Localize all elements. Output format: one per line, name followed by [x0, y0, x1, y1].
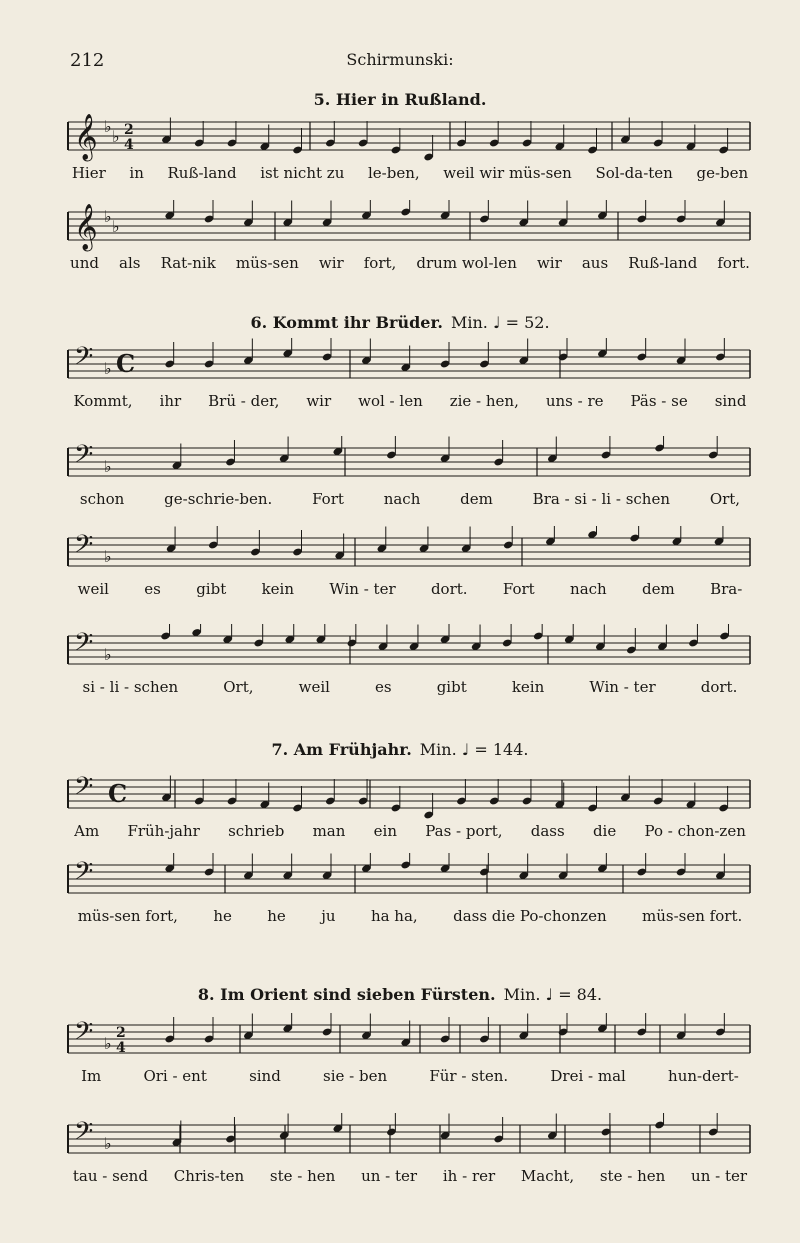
lyric-syllable: dem [460, 490, 493, 508]
note [423, 793, 433, 820]
lyric-syllable: ge-ben [696, 164, 749, 182]
note [400, 200, 410, 217]
note [440, 200, 450, 220]
note [518, 854, 528, 881]
lyric-syllable: drum wol-len [416, 254, 517, 272]
note [279, 437, 289, 464]
lyric-syllable: Ruß-land [167, 164, 237, 182]
note [597, 1013, 607, 1033]
lyric-syllable: nach [383, 490, 421, 508]
note [653, 121, 663, 148]
lyric-line [60, 907, 760, 925]
treble-clef-icon: 𝄞 [74, 114, 98, 160]
note [715, 201, 725, 228]
lyric-syllable: Sol-da-ten [595, 164, 673, 182]
lyric-syllable: man [312, 822, 346, 840]
lyric-syllable: Bra - si - li - schen [532, 490, 671, 508]
lyric-syllable: nach [570, 580, 607, 598]
note [161, 118, 171, 145]
note [358, 121, 368, 148]
lyric-syllable: ist nicht zu [260, 164, 345, 182]
note [489, 121, 499, 148]
note [225, 1117, 235, 1144]
lyric-syllable: Für - sten. [429, 1067, 509, 1085]
lyric-syllable: ste - hen [269, 1167, 336, 1185]
music-staff [0, 200, 800, 260]
note [440, 1114, 450, 1141]
flat-icon: ♭ [104, 1134, 112, 1153]
song-title [0, 90, 800, 109]
note [282, 1013, 292, 1033]
note [597, 338, 607, 358]
note [654, 1113, 664, 1130]
note [361, 339, 371, 366]
note [391, 786, 401, 813]
note [493, 440, 503, 467]
note [164, 342, 174, 369]
note [332, 1113, 342, 1133]
flat-icon: ♭ [112, 217, 120, 236]
note [629, 526, 639, 543]
lyric-syllable: uns - re [545, 392, 604, 410]
note [225, 440, 235, 467]
lyric-line [60, 678, 760, 696]
note [587, 786, 597, 813]
lyric-syllable: in [129, 164, 144, 182]
lyric-syllable: Am [74, 822, 100, 840]
lyric-syllable: dem [642, 580, 675, 598]
lyric-syllable: ju [321, 907, 336, 925]
lyric-line [60, 1167, 760, 1185]
lyric-syllable: gibt [436, 678, 467, 696]
note [292, 530, 302, 557]
lyric-syllable: Ruß-land [628, 254, 698, 272]
note [423, 135, 433, 162]
lyric-syllable: dass die Po-chonzen [453, 907, 607, 925]
note [686, 125, 696, 152]
lyric-line [60, 490, 760, 508]
flat-icon: ♭ [112, 127, 120, 146]
note [378, 625, 388, 652]
time-signature-bottom: 4 [124, 137, 134, 153]
bass-clef-icon: 𝄢 [74, 440, 94, 475]
note [322, 201, 332, 228]
note [204, 342, 214, 369]
music-staff [0, 526, 800, 586]
lyric-syllable: un - ter [691, 1167, 748, 1185]
lyric-syllable: Hier [71, 164, 106, 182]
lyric-syllable: es [375, 678, 392, 696]
note [718, 128, 728, 155]
time-signature-top: 2 [116, 1025, 126, 1041]
note [391, 128, 401, 155]
note [164, 853, 174, 873]
note [547, 437, 557, 464]
lyric-syllable: Chris-ten [173, 1167, 245, 1185]
note [164, 200, 174, 220]
note [409, 625, 419, 652]
lyric-syllable: es [144, 580, 161, 598]
note [554, 125, 564, 152]
tempo-marking: Min. ♩ = 52. [450, 313, 550, 332]
music-staff [0, 1013, 800, 1073]
note [564, 624, 574, 644]
note [522, 121, 532, 148]
time-signature-bottom: 4 [116, 1040, 126, 1056]
lyric-syllable: Im [81, 1067, 102, 1085]
lyric-syllable: wir [318, 254, 344, 272]
lyric-syllable: wir [306, 392, 332, 410]
note [518, 201, 528, 228]
note [194, 779, 204, 806]
lyric-syllable: dort. [700, 678, 738, 696]
lyric-line [60, 822, 760, 840]
note [419, 527, 429, 554]
lyric-syllable: weil [298, 678, 330, 696]
note [243, 201, 253, 228]
note [440, 1017, 450, 1044]
song-title [0, 313, 800, 332]
lyric-line [60, 164, 760, 182]
lyric-syllable: Fort [312, 490, 344, 508]
note [554, 783, 564, 810]
lyric-syllable: Drei - mal [550, 1067, 626, 1085]
note [471, 625, 481, 652]
lyric-syllable: und [70, 254, 99, 272]
lyric-syllable: ein [373, 822, 397, 840]
lyric-syllable: Päs - se [630, 392, 688, 410]
lyric-syllable: wol - len [358, 392, 423, 410]
bass-clef-icon: 𝄢 [74, 628, 94, 663]
note [227, 779, 237, 806]
note [620, 776, 630, 803]
note [479, 1017, 489, 1044]
note [377, 527, 387, 554]
bass-clef-icon: 𝄢 [74, 342, 94, 377]
note [545, 526, 555, 546]
lyric-syllable: ha ha, [370, 907, 418, 925]
note [676, 1014, 686, 1041]
lyric-syllable: gibt [196, 580, 227, 598]
note [626, 628, 636, 655]
song-title [0, 985, 800, 1004]
lyric-syllable: ge-schrie-ben. [164, 490, 273, 508]
note [718, 786, 728, 813]
lyric-syllable: Fort [502, 580, 535, 598]
lyric-syllable: müs-sen [235, 254, 299, 272]
lyric-syllable: Win - ter [329, 580, 396, 598]
music-staff [0, 110, 800, 170]
note [489, 779, 499, 806]
running-head: Schirmunski: [346, 50, 454, 69]
note [657, 625, 667, 652]
lyric-syllable: le-ben, [368, 164, 420, 182]
lyric-syllable: Früh-jahr [127, 822, 200, 840]
lyric-syllable: un - ter [361, 1167, 418, 1185]
lyric-syllable: hun-dert- [668, 1067, 739, 1085]
lyric-syllable: fort. [717, 254, 750, 272]
note [227, 121, 237, 148]
note [316, 624, 326, 644]
lyric-syllable: ste - hen [599, 1167, 666, 1185]
note [164, 1017, 174, 1044]
lyric-syllable: sind [249, 1067, 281, 1085]
lyric-syllable: schon [79, 490, 125, 508]
note [282, 338, 292, 358]
lyric-syllable: weil wir müs-sen [443, 164, 572, 182]
note [400, 853, 410, 870]
flat-icon: ♭ [104, 207, 112, 226]
music-staff [0, 768, 800, 828]
flat-icon: ♭ [104, 117, 112, 136]
note [282, 854, 292, 881]
bass-clef-icon: 𝄢 [74, 530, 94, 565]
note [400, 1021, 410, 1048]
lyric-syllable: dort. [430, 580, 468, 598]
note [456, 779, 466, 806]
note [686, 783, 696, 810]
time-signature-top: 2 [124, 122, 134, 138]
song-title-text: 8. Im Orient sind sieben Fürsten. [197, 985, 496, 1004]
lyric-syllable: Ort, [709, 490, 741, 508]
note [292, 128, 302, 155]
note [204, 1017, 214, 1044]
note [719, 624, 729, 641]
lyric-syllable: kein [511, 678, 545, 696]
lyric-syllable: Kommt, [73, 392, 133, 410]
lyric-line [60, 254, 760, 272]
lyric-syllable: Ort, [223, 678, 254, 696]
lyric-line [60, 392, 760, 410]
bass-clef-icon: 𝄢 [74, 1017, 94, 1052]
lyric-syllable: sie - ben [323, 1067, 388, 1085]
note [322, 854, 332, 881]
note [191, 624, 201, 637]
note [161, 776, 171, 803]
flat-icon: ♭ [104, 645, 112, 664]
lyric-syllable: tau - send [72, 1167, 148, 1185]
lyric-syllable: he [267, 907, 286, 925]
lyric-syllable: Brü - der, [208, 392, 280, 410]
note [222, 624, 232, 644]
lyric-syllable: kein [261, 580, 294, 598]
lyric-syllable: zie - hen, [449, 392, 519, 410]
note [325, 779, 335, 806]
lyric-syllable: weil [77, 580, 109, 598]
lyric-syllable: ihr [159, 392, 182, 410]
note [279, 1114, 289, 1141]
note [620, 118, 630, 145]
note [334, 534, 344, 561]
music-staff [0, 1113, 800, 1173]
note [456, 121, 466, 148]
note [160, 624, 170, 641]
common-time-icon: C [116, 349, 136, 378]
music-staff [0, 338, 800, 398]
treble-clef-icon: 𝄞 [74, 204, 98, 250]
lyric-syllable: Bra- [710, 580, 743, 598]
note [547, 1114, 557, 1141]
lyric-syllable: als [119, 254, 141, 272]
note [358, 779, 368, 806]
lyric-syllable: dass [530, 822, 565, 840]
lyric-syllable: aus [581, 254, 609, 272]
note [440, 437, 450, 464]
note [250, 530, 260, 557]
lyric-syllable: Ori - ent [143, 1067, 207, 1085]
flat-icon: ♭ [104, 1034, 112, 1053]
note [587, 128, 597, 155]
lyric-line [60, 1067, 760, 1085]
note [172, 1121, 182, 1148]
note [440, 342, 450, 369]
lyric-syllable: Pas - port, [425, 822, 503, 840]
note [361, 853, 371, 873]
note [533, 624, 543, 641]
note [461, 527, 471, 554]
lyric-syllable: müs-sen fort, [77, 907, 178, 925]
note [479, 342, 489, 369]
note [714, 526, 724, 546]
lyric-line [60, 580, 760, 598]
music-staff [0, 624, 800, 684]
music-staff [0, 853, 800, 913]
note [292, 786, 302, 813]
note [653, 779, 663, 806]
lyric-syllable: müs-sen fort. [642, 907, 743, 925]
lyric-syllable: schrieb [228, 822, 285, 840]
note [282, 201, 292, 228]
bass-clef-icon: 𝄢 [74, 772, 94, 807]
note [595, 625, 605, 652]
note [361, 200, 371, 220]
note [587, 526, 597, 539]
lyric-syllable: fort, [363, 254, 397, 272]
note [558, 201, 568, 228]
note [597, 853, 607, 873]
bass-clef-icon: 𝄢 [74, 1117, 94, 1152]
lyric-syllable: ih - rer [442, 1167, 496, 1185]
lyric-syllable: wir [536, 254, 562, 272]
music-staff [0, 436, 800, 496]
common-time-icon: C [108, 779, 128, 808]
lyric-syllable: Win - ter [589, 678, 656, 696]
note [597, 200, 607, 220]
lyric-syllable: si - li - schen [82, 678, 179, 696]
note [325, 121, 335, 148]
note [715, 854, 725, 881]
tempo-marking: Min. ♩ = 84. [503, 985, 603, 1004]
note [522, 779, 532, 806]
note [259, 783, 269, 810]
page-number: 212 [70, 50, 105, 71]
note [243, 339, 253, 366]
note [518, 1014, 528, 1041]
note [172, 444, 182, 471]
note [285, 624, 295, 644]
note [243, 1014, 253, 1041]
song-title-text: 6. Kommt ihr Brüder. [250, 313, 443, 332]
note [361, 1014, 371, 1041]
note [440, 853, 450, 873]
note [332, 436, 342, 456]
note [243, 854, 253, 881]
note [518, 339, 528, 366]
note [400, 346, 410, 373]
lyric-syllable: die [592, 822, 617, 840]
note [493, 1117, 503, 1144]
lyric-syllable: Po - chon-zen [644, 822, 746, 840]
flat-icon: ♭ [104, 359, 112, 378]
song-title [0, 740, 800, 759]
note [166, 527, 176, 554]
flat-icon: ♭ [104, 547, 112, 566]
lyric-syllable: Macht, [520, 1167, 575, 1185]
song-title-text: 5. Hier in Rußland. [313, 90, 487, 109]
note [558, 854, 568, 881]
note [672, 526, 682, 546]
bass-clef-icon: 𝄢 [74, 857, 94, 892]
lyric-syllable: he [213, 907, 232, 925]
note [654, 436, 664, 453]
note [676, 339, 686, 366]
note [440, 624, 450, 644]
lyric-syllable: sind [714, 392, 747, 410]
flat-icon: ♭ [104, 457, 112, 476]
note [194, 121, 204, 148]
song-title-text: 7. Am Frühjahr. [271, 740, 412, 759]
note [259, 125, 269, 152]
lyric-syllable: Rat-nik [160, 254, 216, 272]
tempo-marking: Min. ♩ = 144. [419, 740, 529, 759]
